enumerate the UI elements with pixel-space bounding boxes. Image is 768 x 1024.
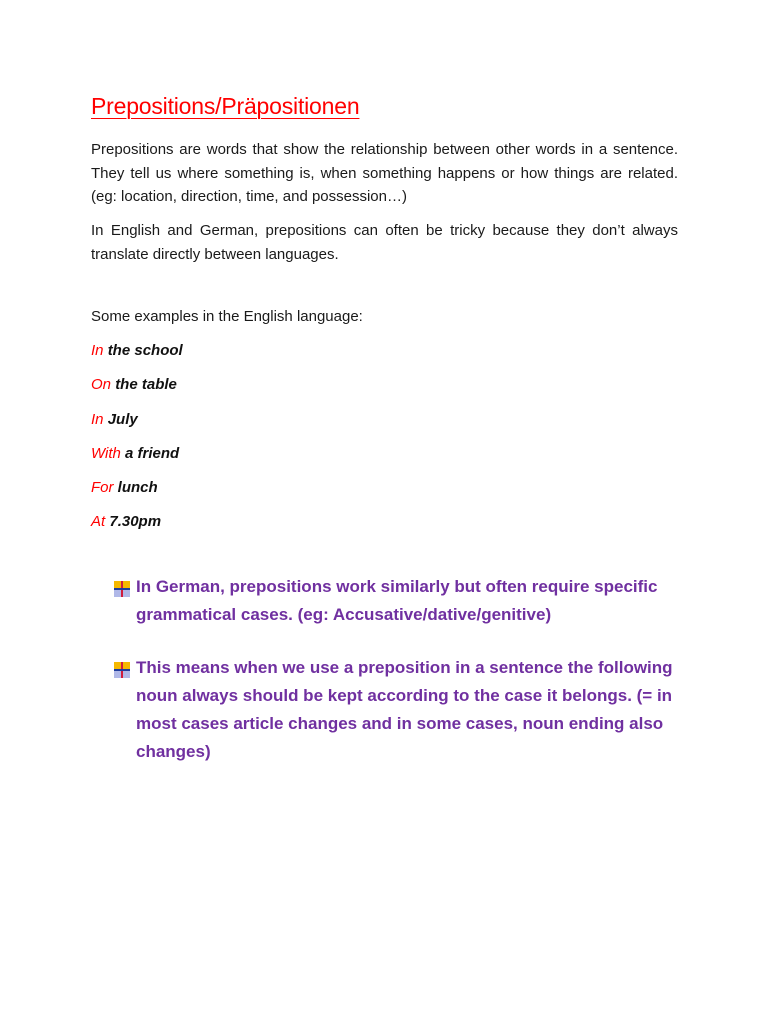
- example-item: [91, 513, 183, 547]
- example-preposition: For: [91, 479, 114, 497]
- example-object: the school: [107, 342, 183, 359]
- example-item: [91, 445, 183, 479]
- example-preposition: On: [91, 376, 112, 394]
- example-object: a friend: [125, 444, 180, 462]
- bullet-item: [112, 654, 712, 766]
- example-preposition: In: [91, 410, 104, 428]
- intro-paragraph: Prepositions are words that show the relationship between other words in a sentence. They tell us where something is, when something happens or how things are related. (eg: location, direction, time, and possession…): [91, 141, 678, 205]
- example-object: July: [107, 410, 138, 428]
- bullet-item: [112, 573, 712, 629]
- cross-bullet-icon: [114, 659, 130, 675]
- bullet-text: In German, prepositions work similarly but often require specific grammatical cases. (eg: Accusative/dative/genitive): [136, 577, 658, 624]
- bullet-text: This means when we use a preposition in a sentence the following noun always should be kept according to the case it belongs. (= in most cases article changes and in some cases, noun ending also changes): [136, 658, 673, 761]
- examples-intro: Some examples in the English language:: [91, 308, 363, 325]
- cross-bullet-icon: [114, 578, 130, 594]
- example-item: [91, 479, 183, 513]
- translation-note-paragraph: In English and German, prepositions can often be tricky because they don’t always translate directly between languages.: [91, 222, 678, 263]
- example-preposition: With: [91, 444, 121, 462]
- example-object: lunch: [117, 479, 158, 497]
- example-object: the table: [115, 376, 177, 394]
- example-item: [91, 342, 183, 376]
- examples-list: [91, 342, 183, 548]
- page-title: Prepositions/Präpositionen: [91, 93, 360, 119]
- notes-bullet-list: [112, 573, 712, 791]
- example-item: [91, 376, 183, 410]
- example-preposition: At: [91, 513, 106, 531]
- example-item: [91, 411, 183, 445]
- example-preposition: In: [91, 342, 104, 359]
- example-object: 7.30pm: [109, 513, 162, 531]
